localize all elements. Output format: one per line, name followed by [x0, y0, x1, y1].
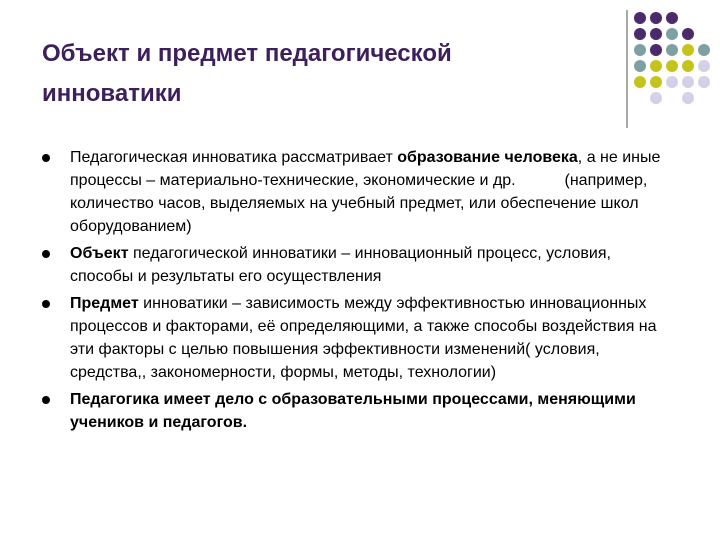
decorative-dot-grid	[0, 0, 720, 130]
decorative-dot	[634, 12, 646, 24]
bullet-item-object	[38, 242, 678, 288]
bullet-dot-icon	[42, 250, 50, 258]
bullet-item-subject-scope	[38, 146, 678, 238]
decorative-dot	[666, 12, 678, 24]
bullet-bold-text: Объект	[70, 245, 129, 262]
decorative-dot	[682, 28, 694, 40]
title-line-2: инноватики	[42, 80, 182, 107]
decorative-dot	[650, 92, 662, 104]
decorative-dot	[634, 44, 646, 56]
bullet-item-pedagogy	[38, 388, 678, 434]
decorative-dot	[650, 60, 662, 72]
bullet-bold-text: образование человека	[397, 149, 578, 166]
decorative-dot	[650, 28, 662, 40]
decorative-dot	[698, 44, 710, 56]
title-line-1: Объект и предмет педагогической	[42, 40, 452, 67]
decorative-dot	[666, 76, 678, 88]
bullet-text-continued: , а не иные процессы – материально-технические, экономические и др. (например, количество часов, выделяемых на учебный предмет, или обеспечение школ оборудованием)	[70, 149, 665, 235]
decorative-dot	[698, 60, 710, 72]
bullet-text-continued: инноватики – зависимость между эффективностью инновационных процессов и факторами, её определяющими, а также способы воздействия на эти факторы с целью повышения эффективности изменений( условия, средства,, закономерности, формы, методы, технологии)	[70, 295, 657, 381]
decorative-dot	[634, 76, 646, 88]
decorative-dot	[634, 28, 646, 40]
bullet-bold-text: Предмет	[70, 295, 139, 312]
bullet-dot-icon	[42, 154, 50, 162]
bullet-list	[38, 146, 678, 438]
bullet-item-subject	[38, 292, 678, 384]
decorative-dot	[650, 44, 662, 56]
decorative-dot	[634, 60, 646, 72]
bullet-bold-text: Педагогика имеет дело с образовательными процессами, меняющими учеников и педагогов.	[70, 391, 636, 431]
bullet-dot-icon	[42, 300, 50, 308]
decorative-dot	[698, 76, 710, 88]
decorative-dot	[650, 12, 662, 24]
decorative-dot	[682, 60, 694, 72]
decorative-dot	[650, 76, 662, 88]
decorative-dot	[666, 44, 678, 56]
decorative-dot	[682, 92, 694, 104]
bullet-text-continued: педагогической инноватики – инновационный процесс, условия, способы и результаты его осуществления	[70, 245, 611, 285]
bullet-dot-icon	[42, 396, 50, 404]
decorative-dot	[666, 28, 678, 40]
bullet-text: Педагогическая инноватика рассматривает	[70, 149, 398, 166]
decorative-dot	[666, 60, 678, 72]
decorative-dot	[682, 76, 694, 88]
decorative-dot	[682, 44, 694, 56]
